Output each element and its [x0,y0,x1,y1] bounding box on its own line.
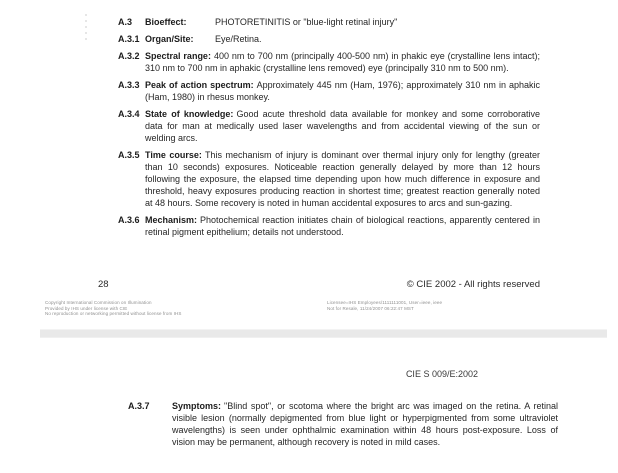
license-line: Licensee=IHS Employees/1111111001, User=ieee, ieee [327,300,443,305]
page1-footer [98,279,540,290]
section-body-text: PHOTORETINITIS or "blue-light retinal injury" [215,17,398,27]
section-body-text: Good acute threshold data available for monkey and some corroborative data for man at medically used laser wavelengths and from accidental viewing of the sun or welding arcs. [145,109,540,143]
section-row-a35 [118,149,540,209]
page2-sections [128,400,558,453]
license-line: No reproduction or networking permitted without license from IHS [45,311,182,317]
section-text [145,149,540,209]
section-text [145,33,540,45]
section-number: A.3.7 [128,401,150,411]
section-text [145,79,540,103]
section-label: Mechanism: [145,215,198,225]
section-label: Bioeffect: [145,17,187,27]
section-text [145,214,540,238]
section-row-a37 [128,400,558,448]
license-line: Provided by IHS under license with CIE [45,305,128,311]
section-number: A.3.4 [118,109,140,119]
section-label: Time course: [145,150,202,160]
section-body-text: This mechanism of injury is dominant over thermal injury only for lengthy (greater than 10 seconds) exposures. Noticeable reaction generally delayed by more than 12 hours following the exposure, the elapsed time depending upon how much difference in exposure and threshold, heavy exposures producing reaction in shortest time; greatest reaction generally noted at 48 hours. Some recovery is noted in human accidental exposures to arcs and sun-gazing. [145,150,540,208]
section-number: A.3 [118,17,133,27]
license-stamp-left [45,300,181,317]
section-text [145,50,540,74]
section-label: Symptoms: [172,401,222,411]
page2-running-header: CIE S 009/E:2002 [405,369,478,379]
section-number: A.3.1 [118,34,140,44]
section-text [145,16,540,28]
license-stamp-right [327,300,442,311]
section-label: Spectral range: [145,51,211,61]
section-row-a3 [118,16,540,28]
section-row-a36 [118,214,540,238]
page-separator [40,329,607,338]
section-row-a31 [118,33,540,45]
section-number: A.3.2 [118,51,140,61]
copyright-notice: © CIE 2002 - All rights reserved [406,279,540,290]
section-label: Organ/Site: [145,34,194,44]
section-text [145,108,540,144]
section-number: A.3.3 [118,80,140,90]
section-body-text: Photochemical reaction initiates chain of biological reactions, apparently centered in retinal pigment epithelium; details not understood. [145,215,540,237]
section-row-a33 [118,79,540,103]
section-number: A.3.6 [118,215,140,225]
section-body-text: Eye/Retina. [215,34,262,44]
section-label: State of knowledge: [145,109,234,119]
section-body-text: 400 nm to 700 nm (principally 400-500 nm) in phakic eye (crystalline lens intact); 310 nm to 700 nm in aphakic (crystalline lens removed) eye (principally 310 nm to 500 nm). [145,51,541,73]
scan-artifact [85,14,87,44]
section-number: A.3.5 [118,150,140,160]
section-text [172,400,558,448]
section-label: Peak of action spectrum: [145,80,254,90]
page1-sections [118,16,540,243]
section-row-a32 [118,50,540,74]
page-number: 28 [98,279,109,290]
section-row-a34 [118,108,540,144]
section-body-text: Approximately 445 nm (Ham, 1976); approximately 310 nm in aphakic (Ham, 1980) in rhesus monkey. [145,80,541,102]
license-line: Not for Resale, 11/24/2007 06:22:47 MST [327,305,414,311]
license-line: Copyright International Commission on Illumination [45,300,152,305]
section-body-text: "Blind spot", or scotoma where the bright arc was imaged on the retina. A retinal visible lesion (normally depigmented from blue light or hyperpigmented from some ultraviolet wavelengths) is seen under ophthalmic examination within 48 hours post-exposure. Loss of vision may be permanent, although recovery is noted in mild cases. [172,401,558,447]
